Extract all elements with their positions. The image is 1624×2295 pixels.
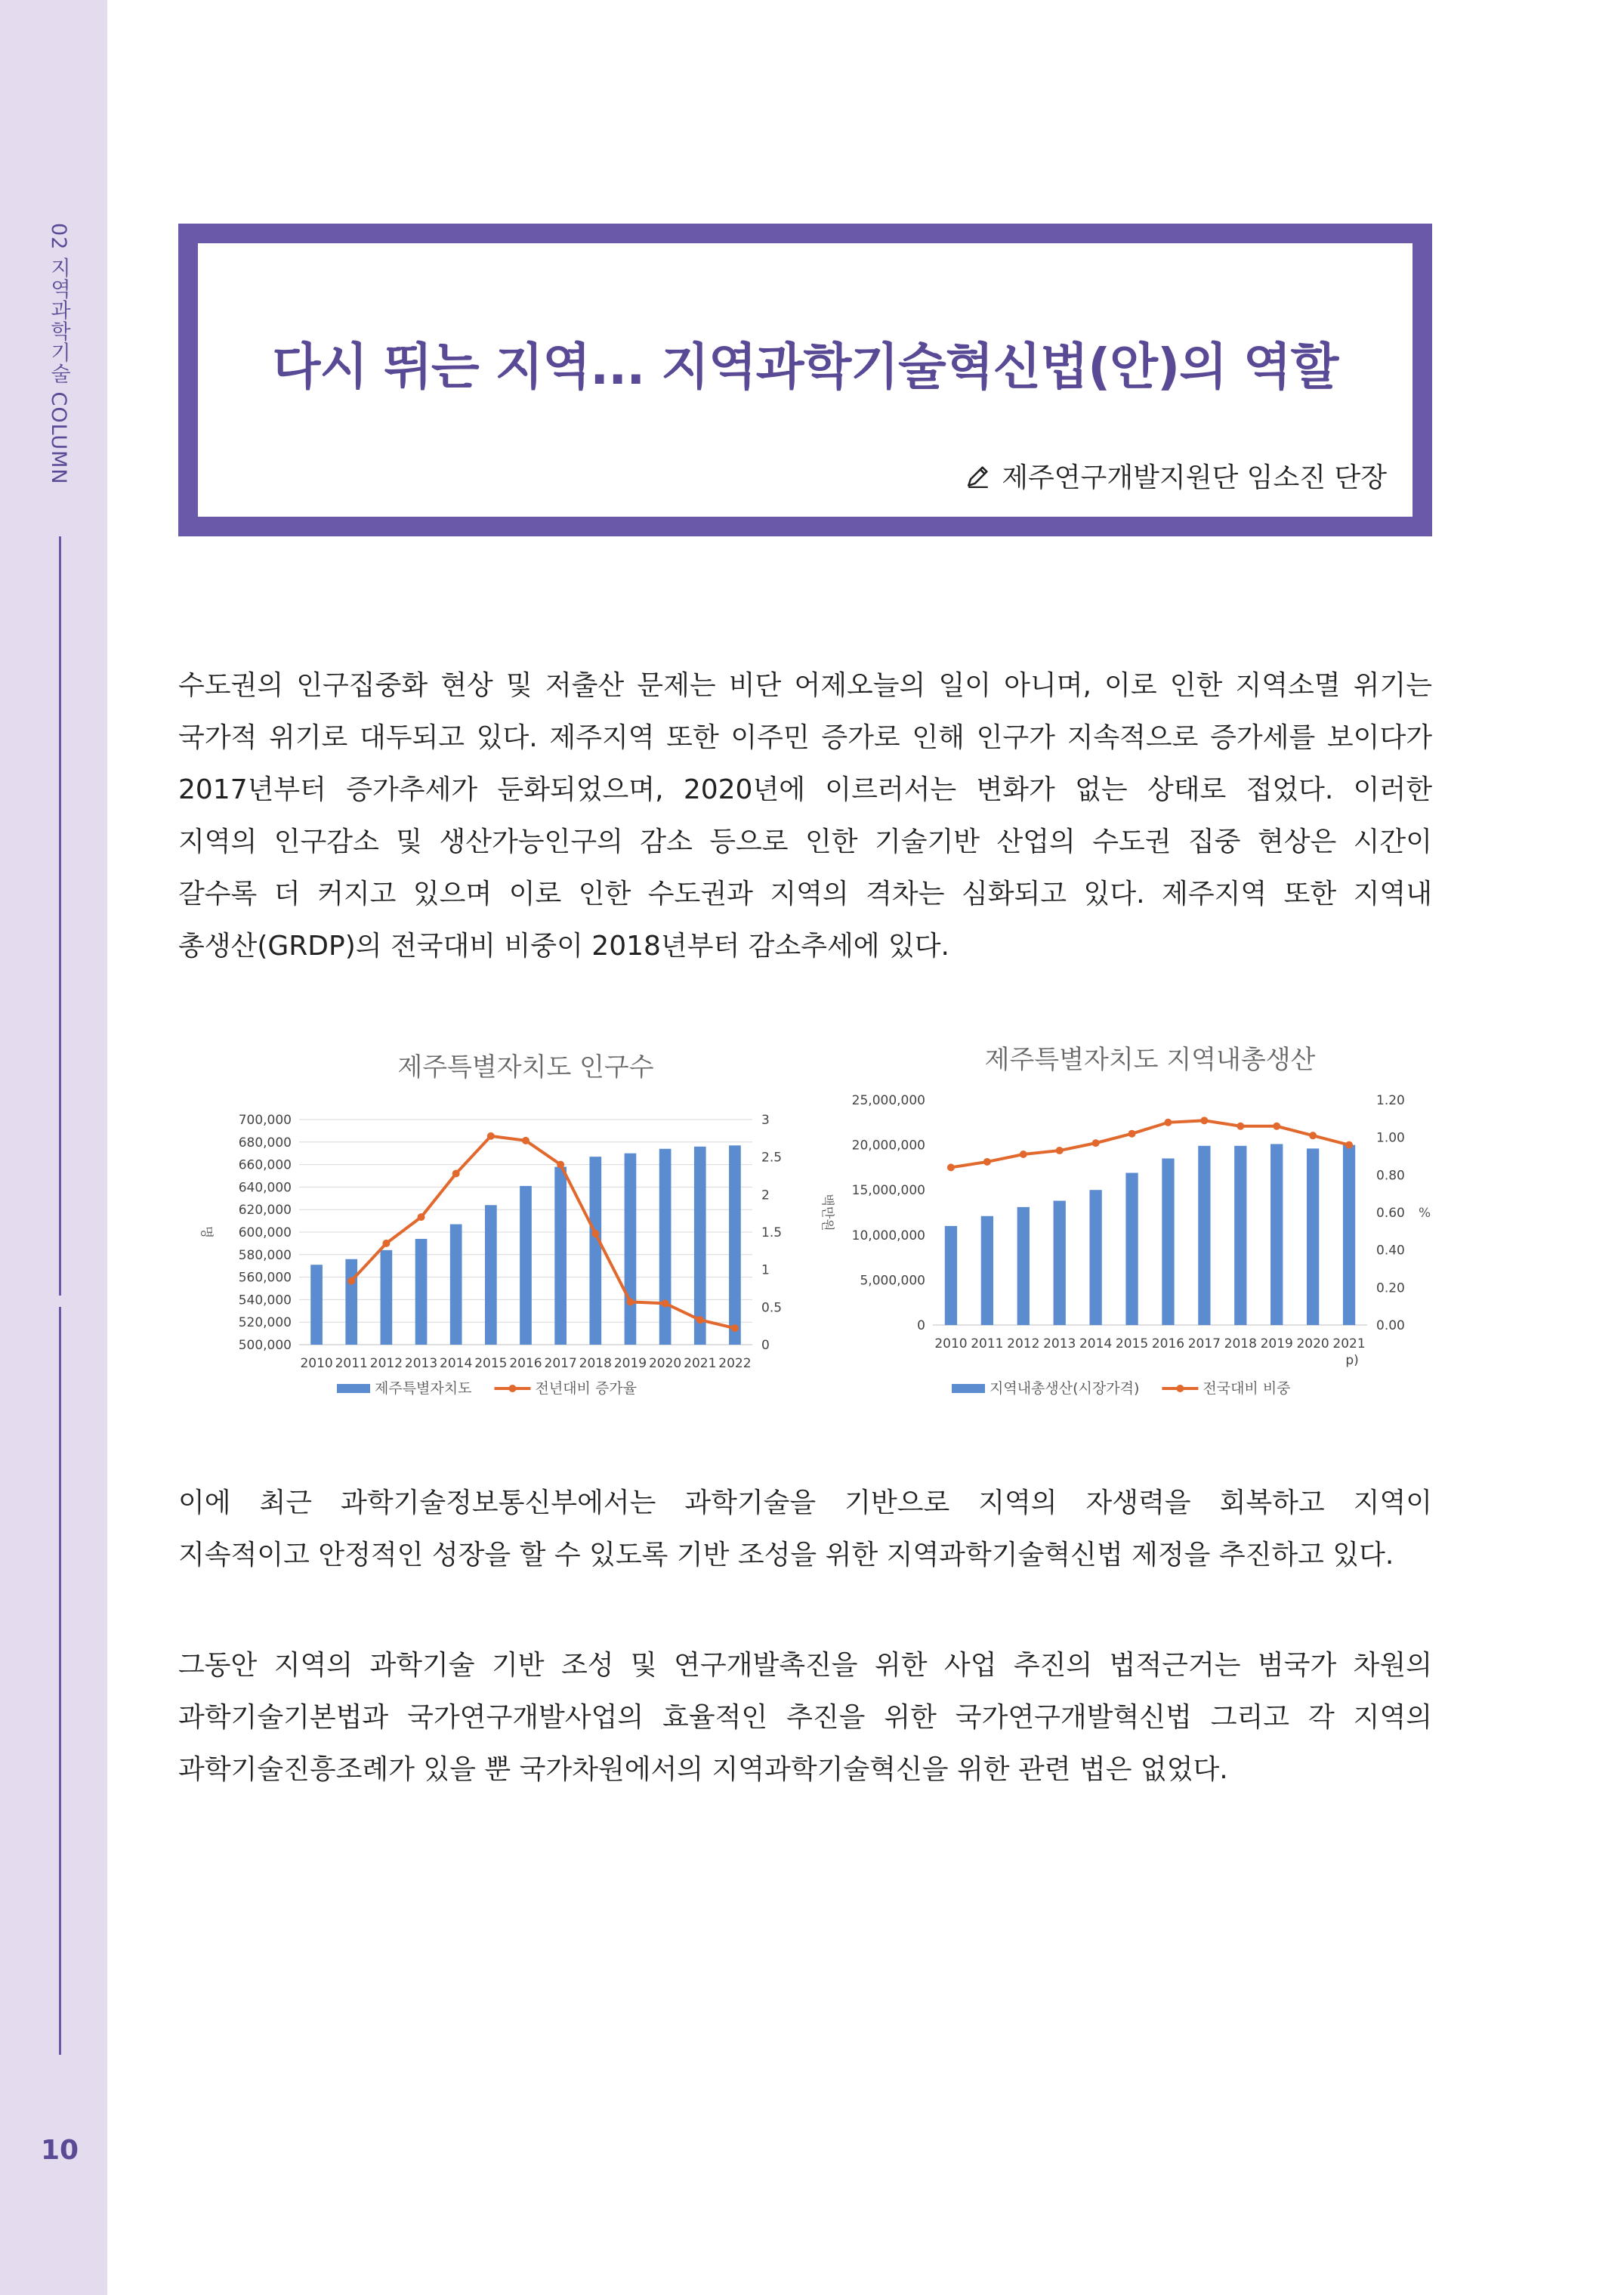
x-tick-label: 2010 — [300, 1356, 333, 1371]
x-tick-label: 2011 — [335, 1356, 368, 1371]
bar — [1125, 1173, 1138, 1325]
population-chart-svg — [178, 1035, 798, 1420]
series-line — [951, 1120, 1349, 1167]
y2-tick-label: 2.5 — [761, 1150, 783, 1166]
y2-tick-label: 3 — [761, 1113, 770, 1128]
x-tick-note: p) — [1345, 1353, 1359, 1368]
y2-tick-label: 0.40 — [1376, 1243, 1405, 1259]
line-point — [418, 1213, 425, 1221]
y-tick-label: 5,000,000 — [860, 1273, 925, 1289]
bar — [381, 1250, 393, 1345]
y-tick-label: 680,000 — [238, 1135, 292, 1151]
byline-text: 제주연구개발지원단 임소진 단장 — [1002, 462, 1387, 493]
article-title: 다시 뛰는 지역... 지역과학기술혁신법(안)의 역할 — [272, 338, 1338, 396]
x-tick-label: 2012 — [369, 1356, 403, 1371]
bar — [1198, 1146, 1210, 1325]
y2-tick-label: 1.20 — [1376, 1093, 1405, 1108]
y2-tick-label: 1.5 — [761, 1225, 783, 1240]
y-tick-label: 600,000 — [238, 1225, 292, 1240]
y2-tick-label: 2 — [761, 1188, 770, 1203]
bar — [1017, 1207, 1030, 1325]
y-tick-label: 560,000 — [238, 1270, 292, 1286]
bar — [310, 1265, 323, 1345]
paragraph-line: 이에 최근 과학기술정보통신부에서는 과학기술을 기반으로 지역의 자생력을 회복하고 지역이 — [178, 1487, 1432, 1518]
line-point — [1345, 1141, 1353, 1149]
line-point — [731, 1324, 739, 1332]
bar — [981, 1216, 993, 1325]
x-tick-label: 2019 — [1260, 1336, 1293, 1351]
bar — [1270, 1144, 1283, 1325]
line-point — [1164, 1119, 1172, 1126]
x-tick-label: 2018 — [579, 1356, 612, 1371]
line-point — [626, 1298, 634, 1305]
y2-tick-label: 0.20 — [1376, 1280, 1405, 1296]
line-point — [382, 1240, 390, 1247]
chart-title: 제주특별자치도 지역내총생산 — [984, 1045, 1316, 1075]
x-tick-label: 2021 — [684, 1356, 717, 1371]
page-number: 10 — [41, 2135, 79, 2166]
y-axis-label: 명 — [199, 1225, 214, 1239]
sidebar-divider-bottom — [59, 1307, 61, 2055]
y-tick-label: 620,000 — [238, 1203, 292, 1219]
y2-tick-label: 1 — [761, 1262, 770, 1278]
x-tick-label: 2013 — [1043, 1336, 1076, 1351]
paragraph-line: 수도권의 인구집중화 현상 및 저출산 문제는 비단 어제오늘의 일이 아니며, 이로 인한 지역소멸 위기는 — [178, 670, 1432, 701]
y2-tick-label: 0.80 — [1376, 1168, 1405, 1184]
grdp-chart-svg — [816, 1035, 1435, 1420]
x-tick-label: 2015 — [474, 1356, 508, 1371]
byline — [965, 456, 1387, 495]
paragraph-line: 총생산(GRDP)의 전국대비 비중이 2018년부터 감소추세에 있다. — [178, 931, 950, 962]
paragraph-1 — [178, 659, 1432, 972]
legend-label: 전년대비 증가율 — [535, 1380, 638, 1397]
line-point — [1128, 1130, 1136, 1138]
bar — [1343, 1145, 1355, 1325]
x-tick-label: 2018 — [1224, 1336, 1257, 1351]
y2-tick-label: 0.00 — [1376, 1318, 1405, 1333]
sidebar-divider-top — [59, 536, 61, 1296]
population-chart — [178, 1035, 798, 1420]
paragraph-3 — [178, 1639, 1432, 1796]
line-point — [1237, 1123, 1244, 1130]
y-tick-label: 10,000,000 — [851, 1228, 925, 1243]
y-tick-label: 640,000 — [238, 1180, 292, 1196]
legend-swatch-point — [1176, 1385, 1184, 1392]
chart-title: 제주특별자치도 인구수 — [397, 1052, 654, 1083]
y-tick-label: 20,000,000 — [851, 1138, 925, 1154]
x-tick-label: 2014 — [440, 1356, 473, 1371]
x-tick-label: 2010 — [934, 1336, 968, 1351]
legend-label: 제주특별자치도 — [375, 1380, 472, 1397]
paragraph-line: 지속적이고 안정적인 성장을 할 수 있도록 기반 조성을 위한 지역과학기술혁신법 제정을 추진하고 있다. — [178, 1540, 1394, 1571]
bar — [345, 1259, 357, 1345]
y-tick-label: 580,000 — [238, 1247, 292, 1263]
line-point — [557, 1161, 564, 1169]
line-point — [1309, 1132, 1317, 1139]
x-tick-label: 2017 — [1187, 1336, 1221, 1351]
bar — [450, 1225, 462, 1345]
line-point — [347, 1277, 355, 1285]
bar — [1089, 1190, 1101, 1325]
line-point — [1200, 1117, 1208, 1124]
x-tick-label: 2016 — [509, 1356, 542, 1371]
y-tick-label: 500,000 — [238, 1338, 292, 1353]
bar — [415, 1239, 428, 1345]
line-point — [1273, 1123, 1280, 1130]
x-tick-label: 2016 — [1151, 1336, 1185, 1351]
bar — [1307, 1148, 1319, 1325]
y-tick-label: 660,000 — [238, 1157, 292, 1173]
x-tick-label: 2020 — [1296, 1336, 1329, 1351]
x-tick-label: 2015 — [1115, 1336, 1149, 1351]
paragraph-line: 과학기술기본법과 국가연구개발사업의 효율적인 추진을 위한 국가연구개발혁신법 그리고 각 지역의 — [178, 1702, 1432, 1733]
line-point — [522, 1137, 529, 1144]
paragraph-line: 지역의 인구감소 및 생산가능인구의 감소 등으로 인한 기술기반 산업의 수도권 집중 현상은 시간이 — [178, 826, 1432, 857]
x-tick-label: 2022 — [718, 1356, 752, 1371]
y-axis-label: 백만원 — [820, 1194, 835, 1231]
line-point — [591, 1230, 599, 1237]
y-tick-label: 520,000 — [238, 1315, 292, 1331]
legend-swatch-point — [508, 1385, 516, 1392]
legend-label: 전국대비 비중 — [1203, 1380, 1291, 1397]
paragraph-line: 2017년부터 증가추세가 둔화되었으며, 2020년에 이르러서는 변화가 없는 상태로 접었다. 이러한 — [178, 774, 1432, 805]
y-tick-label: 700,000 — [238, 1113, 292, 1128]
pencil-icon — [965, 463, 991, 489]
bar — [659, 1149, 672, 1345]
x-tick-label: 2017 — [544, 1356, 577, 1371]
legend-swatch-bar — [337, 1384, 370, 1393]
title-box — [178, 224, 1432, 536]
y2-tick-label: 1.00 — [1376, 1130, 1405, 1146]
x-tick-label: 2013 — [404, 1356, 438, 1371]
line-point — [696, 1316, 704, 1324]
x-tick-label: 2020 — [648, 1356, 682, 1371]
paragraph-line: 그동안 지역의 과학기술 기반 조성 및 연구개발촉진을 위한 사업 추진의 법적근거는 범국가 차원의 — [178, 1650, 1432, 1681]
y-tick-label: 25,000,000 — [851, 1093, 925, 1108]
line-point — [1020, 1151, 1027, 1158]
bar — [694, 1147, 706, 1345]
grdp-chart — [816, 1035, 1435, 1420]
bar — [520, 1186, 532, 1345]
bar — [1054, 1201, 1066, 1325]
line-point — [487, 1132, 495, 1140]
bar — [945, 1226, 957, 1325]
bar — [1234, 1146, 1246, 1325]
y-tick-label: 0 — [917, 1318, 925, 1333]
bar — [729, 1145, 741, 1345]
y-tick-label: 15,000,000 — [851, 1183, 925, 1199]
y2-tick-label: 0.60 — [1376, 1206, 1405, 1221]
y2-tick-label: 0 — [761, 1338, 770, 1353]
x-tick-label: 2021 — [1332, 1336, 1366, 1351]
x-tick-label: 2019 — [613, 1356, 647, 1371]
legend-label: 지역내총생산(시장가격) — [990, 1380, 1140, 1397]
section-label: 02 지역과학기술 COLUMN — [47, 223, 70, 485]
x-tick-label: 2012 — [1007, 1336, 1040, 1351]
line-point — [983, 1158, 991, 1166]
bar — [1162, 1158, 1174, 1325]
paragraph-line: 과학기술진흥조례가 있을 뿐 국가차원에서의 지역과학기술혁신을 위한 관련 법은 없었다. — [178, 1754, 1228, 1785]
bar — [485, 1205, 497, 1345]
line-point — [1092, 1139, 1100, 1147]
x-tick-label: 2014 — [1079, 1336, 1113, 1351]
paragraph-line: 갈수록 더 커지고 있으며 이로 인한 수도권과 지역의 격차는 심화되고 있다. 제주지역 또한 지역내 — [178, 879, 1432, 910]
y2-tick-label: 0.5 — [761, 1300, 783, 1316]
line-point — [947, 1163, 955, 1171]
y-tick-label: 540,000 — [238, 1293, 292, 1308]
bar — [589, 1157, 601, 1345]
bar — [625, 1154, 637, 1345]
y2-axis-label: % — [1419, 1206, 1431, 1221]
line-point — [1056, 1147, 1064, 1154]
x-tick-label: 2011 — [971, 1336, 1004, 1351]
paragraph-2 — [178, 1477, 1432, 1581]
paragraph-line: 국가적 위기로 대두되고 있다. 제주지역 또한 이주민 증가로 인해 인구가 지속적으로 증가세를 보이다가 — [178, 722, 1432, 753]
legend-swatch-bar — [952, 1384, 985, 1393]
bar — [554, 1167, 567, 1345]
line-point — [662, 1299, 669, 1307]
line-point — [452, 1170, 460, 1178]
